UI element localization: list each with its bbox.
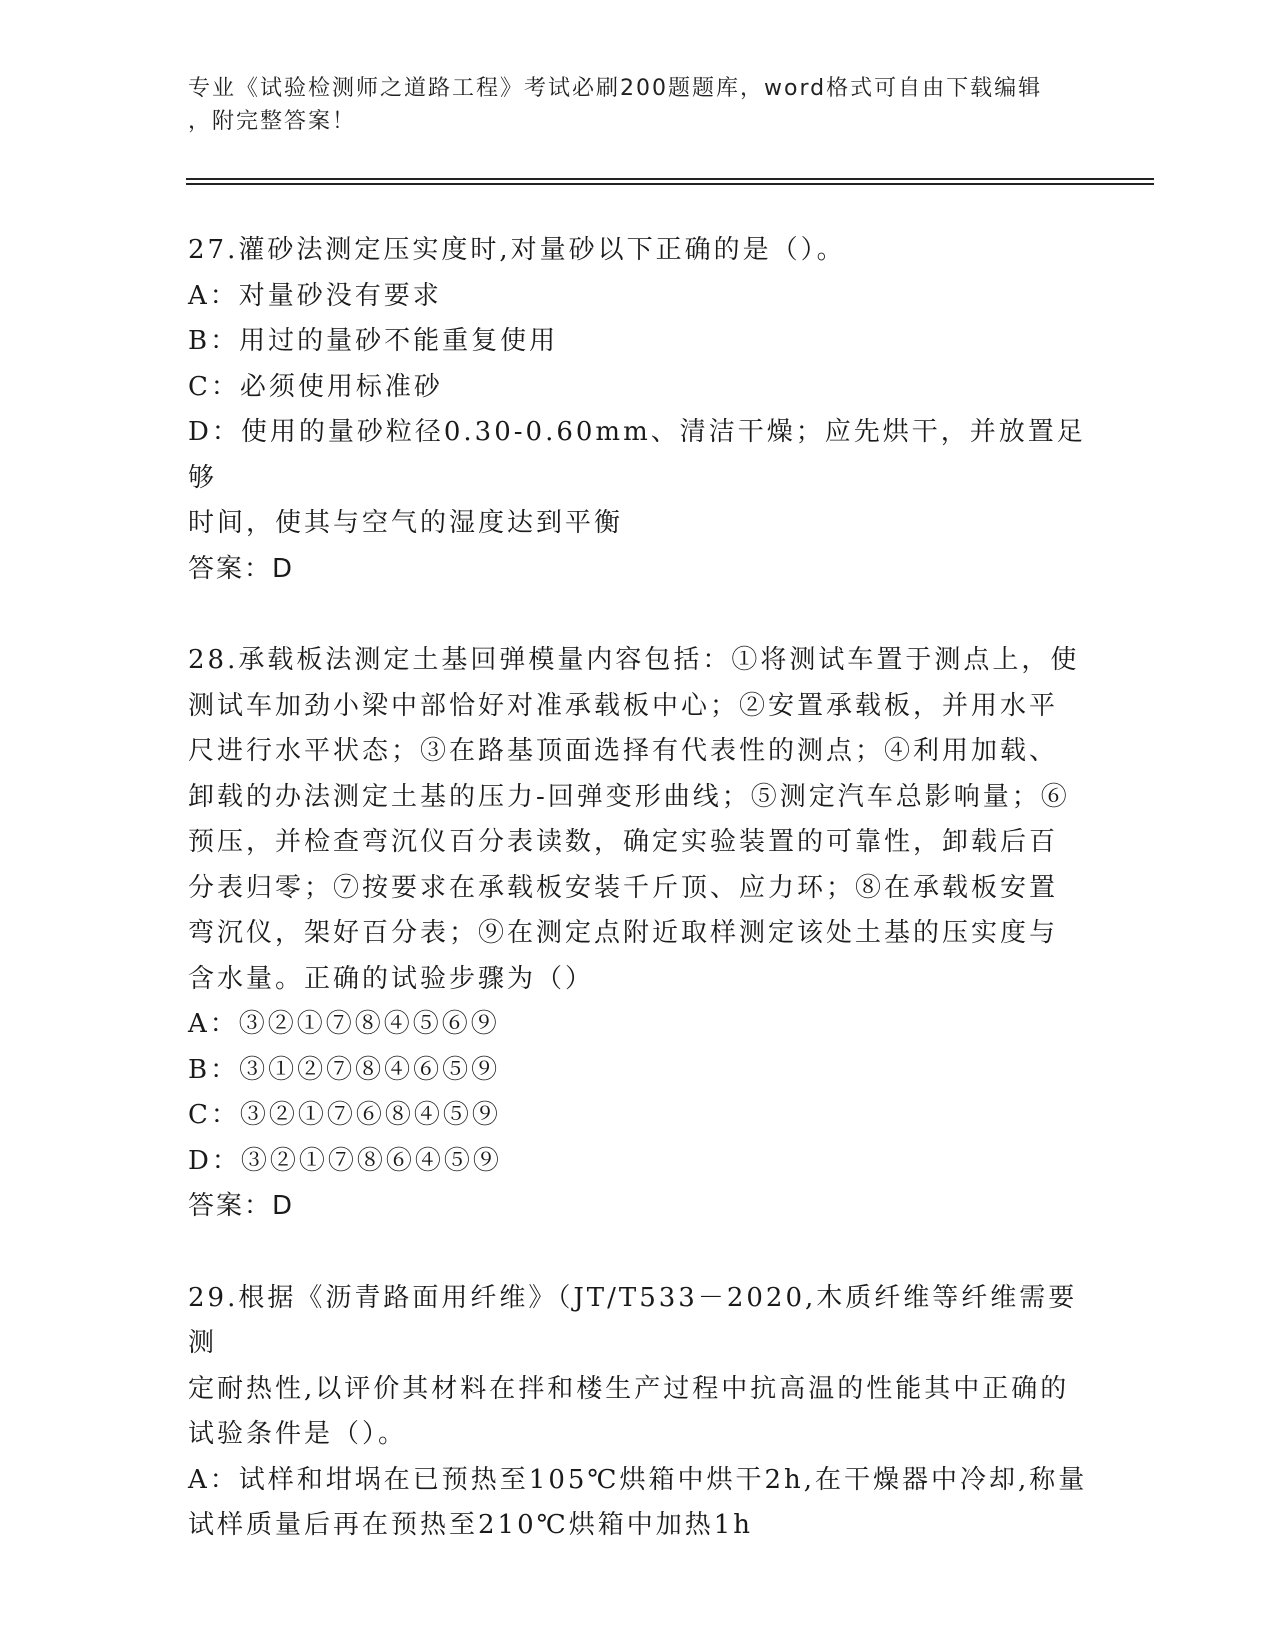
header-divider-top xyxy=(186,178,1154,180)
answer: 答案：D xyxy=(188,1191,295,1221)
option-line: B：用过的量砂不能重复使用 xyxy=(188,326,559,356)
option-line: 试样质量后再在预热至210℃烘箱中加热1h xyxy=(188,1510,753,1540)
option-line: B：③①②⑦⑧④⑥⑤⑨ xyxy=(188,1054,501,1085)
option-d xyxy=(188,1139,1088,1185)
stem-line: 29.根据《沥青路面用纤维》（JT/T533－2020,木质纤维等纤维需要测 xyxy=(188,1282,1078,1358)
option-a xyxy=(188,274,1088,320)
question-stem xyxy=(188,1276,1088,1458)
header-line-2: ，附完整答案！ xyxy=(188,109,357,134)
stem-line: 定耐热性,以评价其材料在拌和楼生产过程中抗高温的性能其中正确的 xyxy=(188,1373,1070,1404)
option-d xyxy=(188,410,1088,547)
option-a xyxy=(188,1458,1088,1549)
option-b xyxy=(188,319,1088,365)
stem-line: 含水量。正确的试验步骤为（） xyxy=(188,963,595,994)
stem-line: 测试车加劲小梁中部恰好对准承载板中心；②安置承载板，并用水平 xyxy=(188,690,1059,721)
option-line: A：对量砂没有要求 xyxy=(188,280,442,311)
question-stem xyxy=(188,228,1088,274)
question-list xyxy=(188,228,1088,1595)
option-line: A：试样和坩埚在已预热至105℃烘箱中烘干2h,在干燥器中冷却,称量 xyxy=(188,1464,1088,1495)
question-stem xyxy=(188,638,1088,1002)
option-c xyxy=(188,365,1088,411)
page-header xyxy=(188,72,1068,138)
stem-line: 试验条件是（）。 xyxy=(188,1419,408,1449)
question-27 xyxy=(188,228,1088,592)
option-c xyxy=(188,1093,1088,1139)
stem-line: 预压，并检查弯沉仪百分表读数，确定实验装置的可靠性，卸载后百 xyxy=(188,827,1059,857)
header-divider-bottom xyxy=(186,183,1154,185)
stem-line: 尺进行水平状态；③在路基顶面选择有代表性的测点；④利用加载、 xyxy=(188,736,1059,766)
option-line: D：③②①⑦⑧⑥④⑤⑨ xyxy=(188,1145,502,1176)
answer: 答案：D xyxy=(188,553,295,584)
option-line: C：③②①⑦⑥⑧④⑤⑨ xyxy=(188,1100,501,1130)
option-a xyxy=(188,1002,1088,1048)
stem-line: 28.承载板法测定土基回弹模量内容包括：①将测试车置于测点上，使 xyxy=(188,645,1080,675)
option-line: 时间，使其与空气的湿度达到平衡 xyxy=(188,508,624,538)
header-line-1: 专业《试验检测师之道路工程》考试必刷200题题库，word格式可自由下载编辑 xyxy=(188,76,1043,101)
stem-line: 27.灌砂法测定压实度时,对量砂以下正确的是（）。 xyxy=(188,235,846,265)
stem-line: 弯沉仪，架好百分表；⑨在测定点附近取样测定该处土基的压实度与 xyxy=(188,918,1059,948)
option-line: D：使用的量砂粒径0.30-0.60mm、清洁干燥；应先烘干，并放置足够 xyxy=(188,417,1086,493)
stem-line: 卸载的办法测定土基的压力-回弹变形曲线；⑤测定汽车总影响量；⑥ xyxy=(188,781,1070,812)
option-line: A：③②①⑦⑧④⑤⑥⑨ xyxy=(188,1009,500,1039)
question-28 xyxy=(188,638,1088,1230)
question-29 xyxy=(188,1276,1088,1549)
option-b xyxy=(188,1048,1088,1094)
stem-line: 分表归零；⑦按要求在承载板安装千斤顶、应力环；⑧在承载板安置 xyxy=(188,872,1059,903)
option-line: C：必须使用标准砂 xyxy=(188,371,443,402)
